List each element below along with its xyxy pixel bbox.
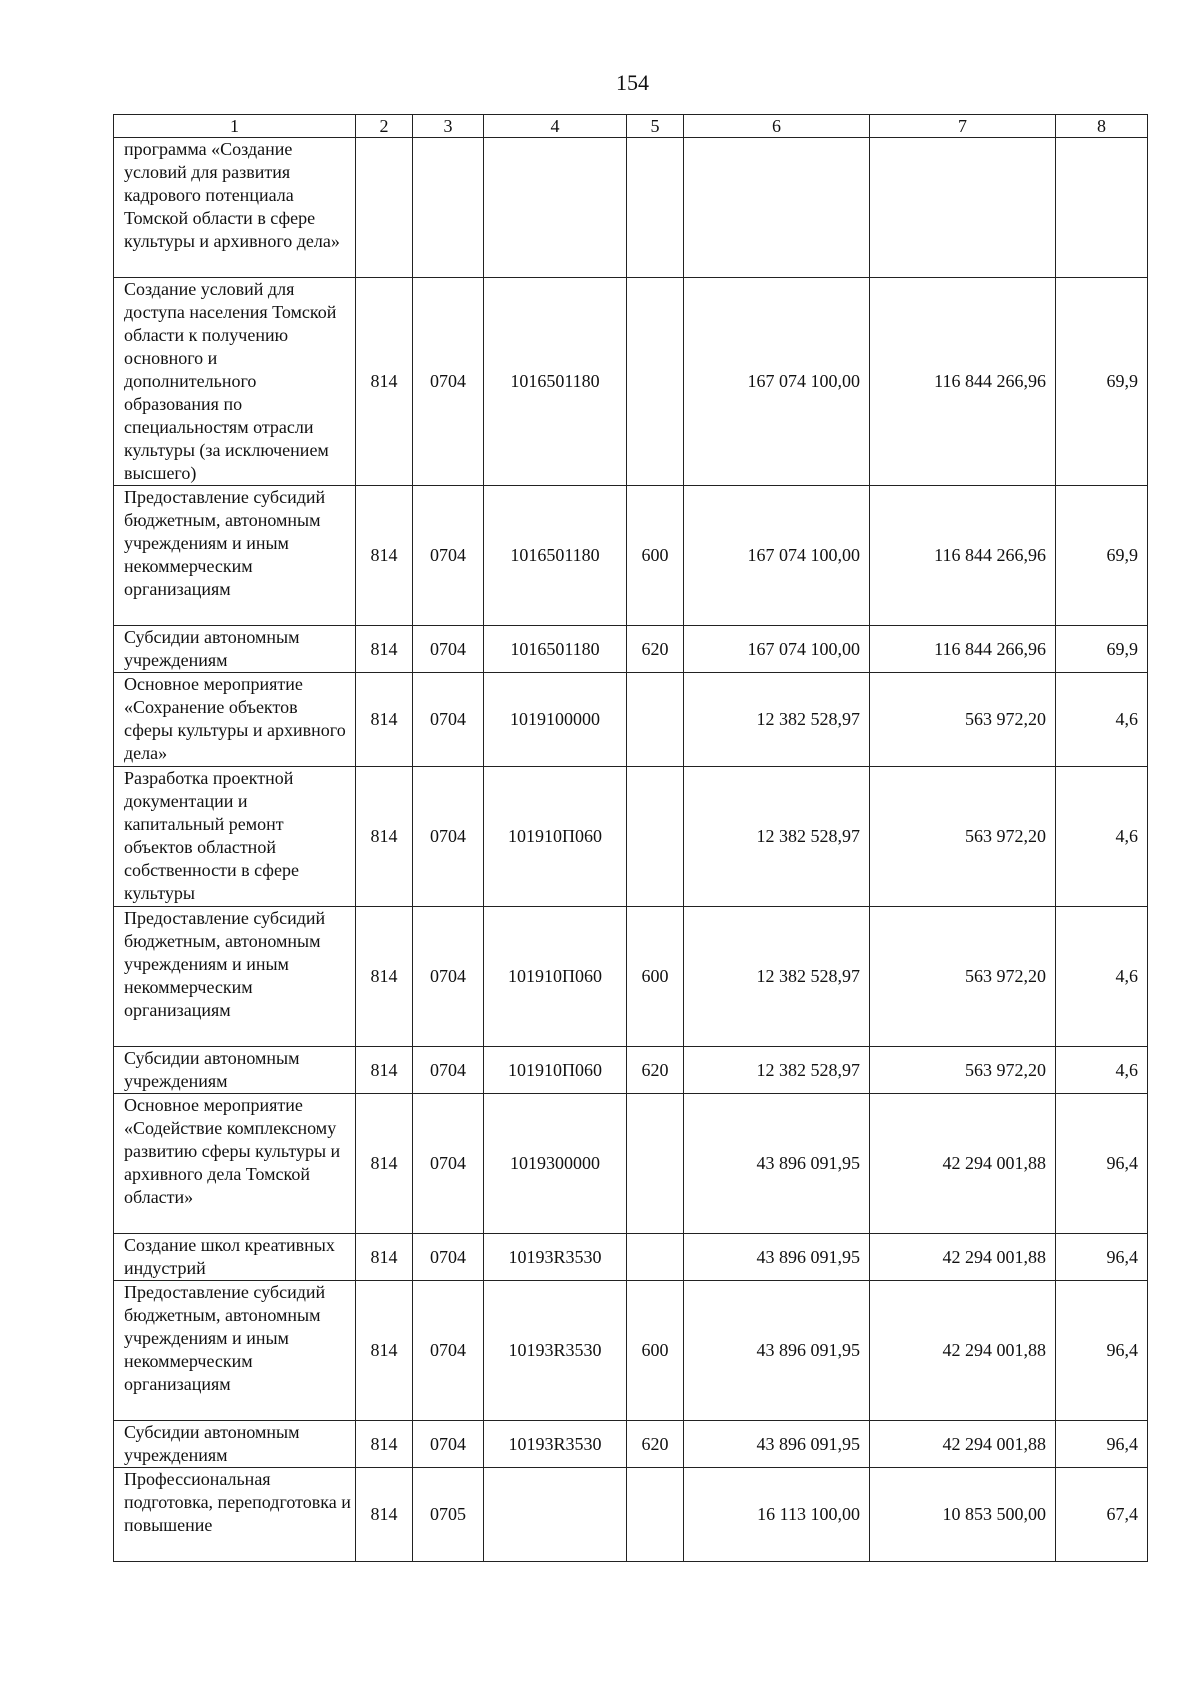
publisher-code-cell: 814	[356, 1047, 413, 1094]
target-article-cell: 1019300000	[484, 1094, 627, 1234]
section-code-cell: 0704	[413, 278, 484, 486]
expense-type-cell	[627, 767, 684, 907]
column-header: 6	[684, 115, 870, 138]
publisher-code-cell: 814	[356, 1468, 413, 1562]
percent-cell: 67,4	[1056, 1468, 1148, 1562]
percent-cell: 69,9	[1056, 278, 1148, 486]
executed-amount-cell	[870, 138, 1056, 278]
percent-cell: 4,6	[1056, 673, 1148, 767]
target-article-cell: 101910П060	[484, 1047, 627, 1094]
publisher-code-cell: 814	[356, 673, 413, 767]
publisher-code-cell: 814	[356, 767, 413, 907]
percent-cell: 96,4	[1056, 1281, 1148, 1421]
column-number-header	[114, 115, 1148, 138]
publisher-code-cell: 814	[356, 486, 413, 626]
publisher-code-cell: 814	[356, 626, 413, 673]
table-row	[114, 626, 1148, 673]
expense-type-cell: 600	[627, 486, 684, 626]
section-code-cell: 0705	[413, 1468, 484, 1562]
percent-cell: 96,4	[1056, 1421, 1148, 1468]
percent-cell: 4,6	[1056, 767, 1148, 907]
target-article-cell: 1019100000	[484, 673, 627, 767]
expense-type-cell: 620	[627, 626, 684, 673]
table-row	[114, 1468, 1148, 1562]
executed-amount-cell: 116 844 266,96	[870, 278, 1056, 486]
planned-amount-cell: 43 896 091,95	[684, 1421, 870, 1468]
row-name-cell: Основное мероприятие «Содействие комплексному развитию сферы культуры и архивного дела Томской области»	[114, 1094, 356, 1234]
planned-amount-cell: 43 896 091,95	[684, 1281, 870, 1421]
target-article-cell: 10193R3530	[484, 1281, 627, 1421]
row-name-cell: Предоставление субсидий бюджетным, автономным учреждениям и иным некоммерческим организациям	[114, 907, 356, 1047]
percent-cell	[1056, 138, 1148, 278]
expense-type-cell: 620	[627, 1047, 684, 1094]
section-code-cell: 0704	[413, 673, 484, 767]
percent-cell: 69,9	[1056, 626, 1148, 673]
publisher-code-cell	[356, 138, 413, 278]
executed-amount-cell: 563 972,20	[870, 907, 1056, 1047]
table-row	[114, 1234, 1148, 1281]
row-name-cell: Субсидии автономным учреждениям	[114, 1421, 356, 1468]
executed-amount-cell: 10 853 500,00	[870, 1468, 1056, 1562]
expense-type-cell: 620	[627, 1421, 684, 1468]
planned-amount-cell: 167 074 100,00	[684, 278, 870, 486]
planned-amount-cell: 12 382 528,97	[684, 673, 870, 767]
expense-type-cell	[627, 1234, 684, 1281]
row-name-cell: Разработка проектной документации и капитальный ремонт объектов областной собственности в сфере культуры	[114, 767, 356, 907]
expense-type-cell: 600	[627, 907, 684, 1047]
column-header: 2	[356, 115, 413, 138]
target-article-cell	[484, 1468, 627, 1562]
publisher-code-cell: 814	[356, 278, 413, 486]
expense-type-cell	[627, 138, 684, 278]
row-name-cell: Субсидии автономным учреждениям	[114, 1047, 356, 1094]
budget-table	[113, 114, 1148, 1562]
row-name-cell: программа «Создание условий для развития кадрового потенциала Томской области в сфере культуры и архивного дела»	[114, 138, 356, 278]
target-article-cell: 1016501180	[484, 626, 627, 673]
planned-amount-cell: 12 382 528,97	[684, 767, 870, 907]
executed-amount-cell: 42 294 001,88	[870, 1234, 1056, 1281]
column-header: 7	[870, 115, 1056, 138]
target-article-cell	[484, 138, 627, 278]
section-code-cell: 0704	[413, 907, 484, 1047]
column-header: 3	[413, 115, 484, 138]
planned-amount-cell: 12 382 528,97	[684, 907, 870, 1047]
executed-amount-cell: 563 972,20	[870, 1047, 1056, 1094]
planned-amount-cell: 16 113 100,00	[684, 1468, 870, 1562]
section-code-cell: 0704	[413, 1047, 484, 1094]
column-header: 1	[114, 115, 356, 138]
section-code-cell: 0704	[413, 626, 484, 673]
section-code-cell: 0704	[413, 1094, 484, 1234]
table-row	[114, 907, 1148, 1047]
target-article-cell: 1016501180	[484, 278, 627, 486]
expense-type-cell	[627, 1468, 684, 1562]
table-row	[114, 486, 1148, 626]
publisher-code-cell: 814	[356, 1281, 413, 1421]
planned-amount-cell: 12 382 528,97	[684, 1047, 870, 1094]
table-row	[114, 278, 1148, 486]
column-header: 5	[627, 115, 684, 138]
row-name-cell: Создание школ креативных индустрий	[114, 1234, 356, 1281]
column-header: 4	[484, 115, 627, 138]
publisher-code-cell: 814	[356, 907, 413, 1047]
planned-amount-cell	[684, 138, 870, 278]
executed-amount-cell: 116 844 266,96	[870, 626, 1056, 673]
expense-type-cell	[627, 278, 684, 486]
section-code-cell: 0704	[413, 486, 484, 626]
executed-amount-cell: 42 294 001,88	[870, 1094, 1056, 1234]
table-row	[114, 673, 1148, 767]
percent-cell: 96,4	[1056, 1094, 1148, 1234]
row-name-cell: Предоставление субсидий бюджетным, автономным учреждениям и иным некоммерческим организациям	[114, 1281, 356, 1421]
column-header: 8	[1056, 115, 1148, 138]
percent-cell: 69,9	[1056, 486, 1148, 626]
planned-amount-cell: 43 896 091,95	[684, 1094, 870, 1234]
publisher-code-cell: 814	[356, 1234, 413, 1281]
row-name-cell: Основное мероприятие «Сохранение объектов сферы культуры и архивного дела»	[114, 673, 356, 767]
executed-amount-cell: 563 972,20	[870, 673, 1056, 767]
table-row	[114, 138, 1148, 278]
table-row	[114, 1094, 1148, 1234]
target-article-cell: 10193R3530	[484, 1421, 627, 1468]
planned-amount-cell: 43 896 091,95	[684, 1234, 870, 1281]
executed-amount-cell: 116 844 266,96	[870, 486, 1056, 626]
executed-amount-cell: 42 294 001,88	[870, 1421, 1056, 1468]
target-article-cell: 101910П060	[484, 907, 627, 1047]
executed-amount-cell: 42 294 001,88	[870, 1281, 1056, 1421]
section-code-cell: 0704	[413, 1421, 484, 1468]
publisher-code-cell: 814	[356, 1421, 413, 1468]
expense-type-cell	[627, 1094, 684, 1234]
percent-cell: 4,6	[1056, 907, 1148, 1047]
page-number: 154	[616, 70, 649, 95]
row-name-cell: Профессиональная подготовка, переподготовка и повышение	[114, 1468, 356, 1562]
table-row	[114, 1281, 1148, 1421]
table-row	[114, 767, 1148, 907]
section-code-cell	[413, 138, 484, 278]
section-code-cell: 0704	[413, 1281, 484, 1421]
row-name-cell: Субсидии автономным учреждениям	[114, 626, 356, 673]
row-name-cell: Создание условий для доступа населения Томской области к получению основного и дополнительного образования по специальностям отрасли культуры (за исключением высшего)	[114, 278, 356, 486]
table-row	[114, 1047, 1148, 1094]
expense-type-cell: 600	[627, 1281, 684, 1421]
percent-cell: 4,6	[1056, 1047, 1148, 1094]
publisher-code-cell: 814	[356, 1094, 413, 1234]
planned-amount-cell: 167 074 100,00	[684, 626, 870, 673]
planned-amount-cell: 167 074 100,00	[684, 486, 870, 626]
expense-type-cell	[627, 673, 684, 767]
target-article-cell: 1016501180	[484, 486, 627, 626]
target-article-cell: 10193R3530	[484, 1234, 627, 1281]
table-row	[114, 1421, 1148, 1468]
section-code-cell: 0704	[413, 767, 484, 907]
percent-cell: 96,4	[1056, 1234, 1148, 1281]
executed-amount-cell: 563 972,20	[870, 767, 1056, 907]
row-name-cell: Предоставление субсидий бюджетным, автономным учреждениям и иным некоммерческим организациям	[114, 486, 356, 626]
target-article-cell: 101910П060	[484, 767, 627, 907]
section-code-cell: 0704	[413, 1234, 484, 1281]
